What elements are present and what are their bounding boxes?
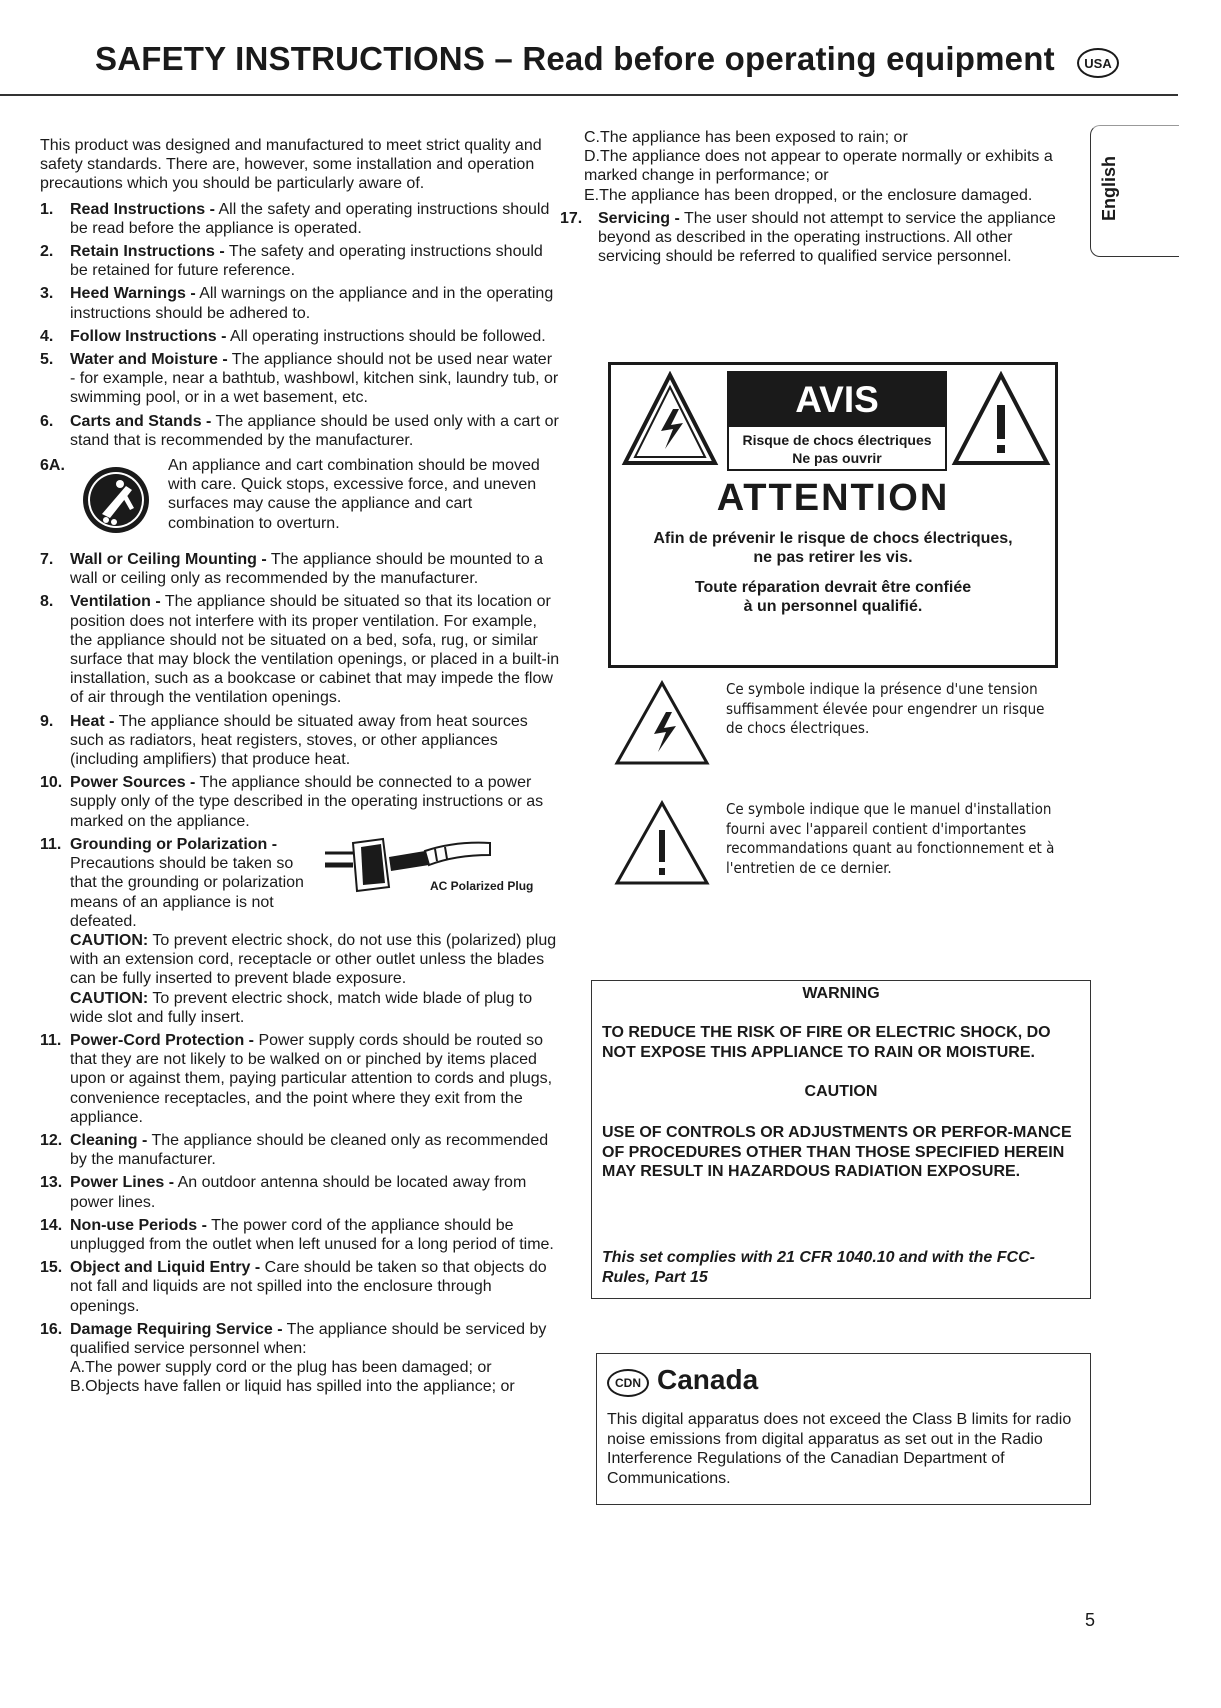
- item-title: Damage Requiring Service -: [70, 1320, 283, 1338]
- exclamation-warning-icon: [951, 371, 1051, 469]
- avis-text-1b: ne pas retirer les vis.: [753, 549, 913, 566]
- item-title: Servicing -: [598, 209, 680, 227]
- compliance-text: This set complies with 21 CFR 1040.10 and with the FCC-Rules, Part 15: [602, 1249, 1035, 1286]
- warning-heading: WARNING: [802, 985, 880, 1002]
- item-text: The appliance should be situated away from heat sources such as radiators, heat registers, stoves, or other appliances (including amplifiers) that produce heat.: [70, 712, 528, 769]
- item-number: 11.: [40, 1031, 62, 1049]
- list-item: [40, 592, 560, 707]
- list-item: [40, 550, 560, 588]
- warning-box: [591, 980, 1091, 1299]
- canada-title: Canada: [657, 1364, 759, 1395]
- sub-item-c: C.The appliance has been exposed to rain; or: [584, 129, 908, 146]
- item-text: An appliance and cart combination should be moved with care. Quick stops, excessive force, and uneven surfaces may cause the appliance and cart combination to overturn.: [168, 457, 540, 532]
- exclamation-symbol-icon: [614, 800, 710, 886]
- item-text: The appliance should be cleaned only as recommended by the manufacturer.: [70, 1131, 549, 1169]
- plug-label: AC Polarized Plug: [430, 878, 534, 893]
- list-item: [40, 1216, 560, 1254]
- item-text: The power cord of the appliance should be unplugged from the outlet when left unused for a long period of time.: [70, 1216, 554, 1253]
- list-item: [40, 200, 560, 238]
- item-number: 3.: [40, 285, 54, 303]
- item-title: Power Sources -: [70, 774, 196, 792]
- item-text: Precautions should be taken so that the grounding or polarization means of an appliance is not defeated.: [70, 855, 304, 930]
- list-item: [40, 412, 560, 450]
- usa-badge: USA: [1077, 48, 1119, 78]
- item-title: Retain Instructions -: [70, 243, 225, 261]
- item-title: Ventilation -: [70, 593, 161, 611]
- language-tab[interactable]: [1090, 125, 1179, 257]
- header-rule: [0, 94, 1178, 96]
- item-title: Heed Warnings -: [70, 285, 196, 303]
- exclaim-symbol-text: Ce symbole indique que le manuel d'installation fourni avec l'appareil contient d'importantes recommandations quant au fonctionnement et à l'entretien de ce dernier.: [726, 800, 1055, 877]
- page-title: SAFETY INSTRUCTIONS – Read before operating equipment: [95, 40, 1055, 77]
- list-item-servicing: [560, 209, 1064, 267]
- sub-item-a: A.The power supply cord or the plug has been damaged; or: [70, 1359, 492, 1377]
- item-number: 7.: [40, 551, 54, 569]
- item-number: 12.: [40, 1131, 63, 1149]
- cdn-badge: CDN: [607, 1369, 649, 1397]
- list-item: [40, 284, 560, 322]
- list-item-grounding: [40, 835, 560, 1027]
- item-number: 15.: [40, 1259, 63, 1277]
- list-item-6a: [40, 456, 560, 544]
- electric-shock-warning-icon: [621, 371, 719, 469]
- item-title: Non-use Periods -: [70, 1216, 207, 1234]
- item-title: Power-Cord Protection -: [70, 1031, 255, 1049]
- item-number: 10.: [40, 774, 63, 792]
- bolt-symbol-note: [614, 680, 1054, 780]
- item-number: 17.: [560, 209, 583, 227]
- item-number: 2.: [40, 243, 54, 261]
- language-tab-label: English: [1099, 155, 1120, 222]
- caution-text: To prevent electric shock, do not use this (polarized) plug with an extension cord, receptacle or other outlet unless the blades can be fully inserted to prevent blade exposure.: [70, 931, 557, 988]
- caution-text: To prevent electric shock, match wide blade of plug to wide slot and fully insert.: [70, 989, 533, 1026]
- item-text: All the safety and operating instructions should be read before the appliance is operated.: [70, 200, 550, 237]
- item-text: All warnings on the appliance and in the operating instructions should be adhered to.: [70, 285, 554, 322]
- sub-item-e: E.The appliance has been dropped, or the enclosure damaged.: [584, 186, 1033, 204]
- list-item: [40, 242, 560, 280]
- item-number: 6A.: [40, 457, 65, 475]
- caution-heading: CAUTION: [804, 1083, 878, 1100]
- item-text: The user should not attempt to service the appliance beyond as described in the operating instructions. All other servicing should be referred to qualified service personnel.: [598, 209, 1056, 266]
- avis-label-panel: [727, 371, 947, 471]
- caution-label: CAUTION:: [70, 989, 149, 1007]
- intro-text: This product was designed and manufactured to meet strict quality and safety standards. There are, however, some installation and operation precautions which you should be particularly aware of.: [40, 137, 542, 193]
- item-text: Power supply cords should be routed so that they are not likely to be walked on or pinched by items placed upon or against them, paying particular attention to cords and plugs, convenience receptacles, and the point where they exit from the appliance.: [70, 1031, 553, 1126]
- list-item: [40, 1131, 560, 1169]
- item-number: 13.: [40, 1174, 63, 1192]
- item-number: 16.: [40, 1320, 63, 1338]
- item-number: 5.: [40, 351, 54, 369]
- cart-warning-icon: [80, 464, 152, 536]
- caution-text: USE OF CONTROLS OR ADJUSTMENTS OR PERFOR-MANCE OF PROCEDURES OTHER THAN THOSE SPECIFIED HEREIN MAY RESULT IN HAZARDOUS RADIATION EXPOSURE.: [602, 1124, 1072, 1180]
- item-title: Heat -: [70, 712, 115, 730]
- item-number: 1.: [40, 200, 54, 218]
- item-text: The appliance should be used only with a cart or stand that is recommended by the manufacturer.: [70, 412, 559, 449]
- item-text: The appliance should be connected to a power supply only of the type described in the operating instructions or as marked on the appliance.: [70, 774, 544, 830]
- avis-subtitle-1: Risque de chocs électriques: [742, 432, 932, 448]
- avis-subtitle-2: Ne pas ouvrir: [792, 450, 882, 466]
- caution-label: CAUTION:: [70, 931, 149, 949]
- list-item: [40, 773, 560, 831]
- item-number: 4.: [40, 327, 54, 345]
- item-number: 6.: [40, 412, 54, 430]
- item-title: Carts and Stands -: [70, 412, 212, 430]
- item-text: The appliance should be situated so that its location or position does not interfere with its proper ventilation. For example, the appliance should not be situated on a bed, sofa, rug, or similar surface that may block the ventilation openings, or placed in a built-in installation, such as a bookcase or cabinet that may impede the flow of air through the ventilation openings.: [70, 593, 560, 707]
- item-number: 9.: [40, 712, 54, 730]
- sub-item-d: D.The appliance does not appear to operate normally or exhibits a marked change in performance; or: [584, 148, 1053, 185]
- left-column: [40, 136, 560, 1401]
- bolt-symbol-text: Ce symbole indique la présence d'une tension suffisamment élevée pour engendrer un risque de chocs électriques.: [726, 680, 1045, 737]
- page-number: 5: [1085, 1610, 1096, 1630]
- item-title: Object and Liquid Entry -: [70, 1259, 261, 1277]
- avis-text-1a: Afin de prévenir le risque de chocs électriques,: [653, 530, 1013, 547]
- item-text: The appliance should be serviced by qualified service personnel when:: [70, 1320, 547, 1357]
- list-item: [40, 712, 560, 770]
- item-number: 8.: [40, 593, 54, 611]
- item-text: The safety and operating instructions should be retained for future reference.: [70, 243, 543, 280]
- item-title: Water and Moisture -: [70, 351, 228, 369]
- attention-heading: ATTENTION: [716, 477, 950, 519]
- item-text: The appliance should not be used near water - for example, near a bathtub, washbowl, kitchen sink, laundry tub, or swimming pool, or in a wet basement, etc.: [70, 351, 559, 407]
- list-item-damage: [40, 1320, 560, 1397]
- list-item: [40, 1173, 560, 1211]
- item-title: Read Instructions -: [70, 200, 215, 218]
- exclaim-symbol-note: [614, 800, 1054, 900]
- item-title: Power Lines -: [70, 1174, 175, 1192]
- canada-box: [596, 1353, 1091, 1505]
- item-title: Cleaning -: [70, 1131, 148, 1149]
- list-item: [40, 1031, 560, 1127]
- avis-warning-box: [608, 362, 1058, 668]
- item-text: The appliance should be mounted to a wall or ceiling only as recommended by the manufacturer.: [70, 551, 544, 588]
- list-item: [40, 350, 560, 408]
- item-title: Wall or Ceiling Mounting -: [70, 551, 267, 569]
- sub-item-b: B.Objects have fallen or liquid has spilled into the appliance; or: [70, 1378, 515, 1396]
- avis-text-2b: à un personnel qualifié.: [743, 598, 923, 615]
- item-text: All operating instructions should be followed.: [226, 327, 546, 345]
- item-text: An outdoor antenna should be located away from power lines.: [70, 1174, 527, 1211]
- right-column: [560, 128, 1064, 270]
- item-number: 11.: [40, 835, 62, 853]
- list-item: [40, 1258, 560, 1316]
- item-text: Care should be taken so that objects do not fall and liquids are not spilled into the enclosure through openings.: [70, 1259, 547, 1315]
- avis-text-2a: Toute réparation devrait être confiée: [694, 579, 972, 596]
- avis-title: AVIS: [729, 373, 945, 427]
- bolt-symbol-icon: [614, 680, 710, 766]
- canada-text: This digital apparatus does not exceed the Class B limits for radio noise emissions from digital apparatus as set out in the Radio Interference Regulations of the Canadian Department of Communications.: [607, 1411, 1072, 1487]
- item-title: Grounding or Polarization -: [70, 835, 278, 853]
- item-number: 14.: [40, 1216, 63, 1234]
- item-title: Follow Instructions -: [70, 327, 227, 345]
- list-item: [40, 327, 560, 346]
- warning-text: TO REDUCE THE RISK OF FIRE OR ELECTRIC SHOCK, DO NOT EXPOSE THIS APPLIANCE TO RAIN OR MOISTURE.: [602, 1024, 1051, 1061]
